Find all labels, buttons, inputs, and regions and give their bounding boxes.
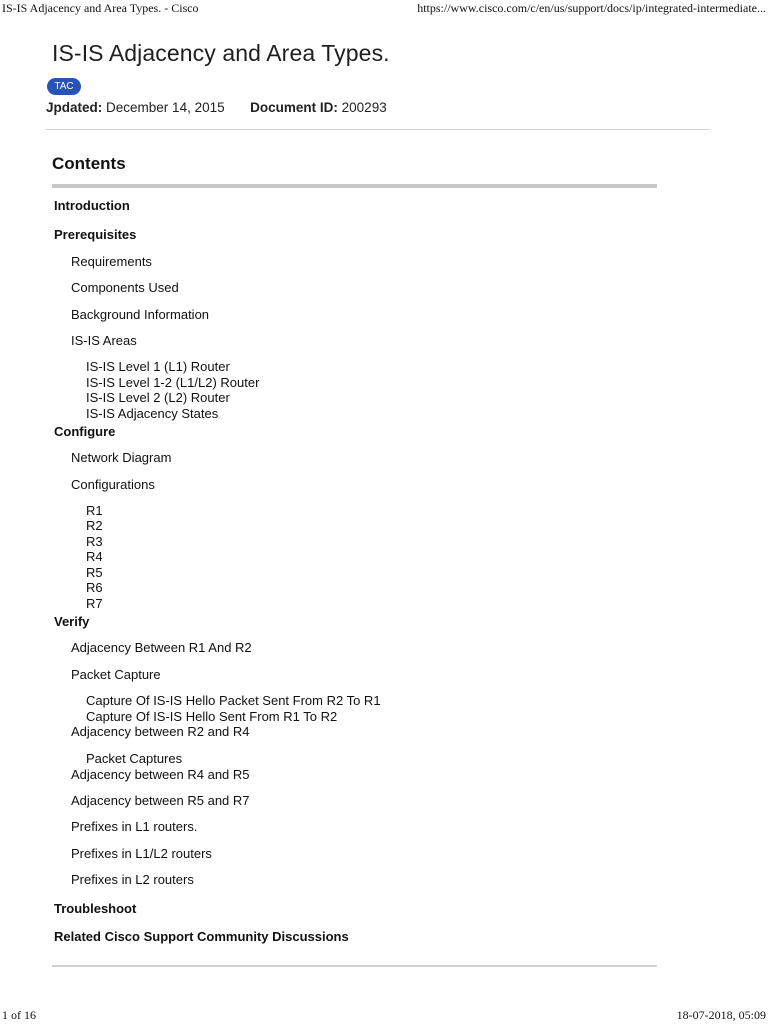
toc-link[interactable]: Capture Of IS-IS Hello Packet Sent From R2 To R1: [86, 693, 381, 708]
toc-link[interactable]: IS-IS Level 2 (L2) Router: [86, 390, 230, 405]
toc-link[interactable]: Prefixes in L2 routers: [71, 872, 194, 887]
toc-link[interactable]: R1: [86, 503, 103, 518]
contents-divider: [52, 184, 657, 188]
toc-link[interactable]: Prerequisites: [54, 227, 137, 242]
document-id-value: 200293: [341, 100, 387, 115]
contents-end-divider: [52, 965, 657, 967]
page-number: 1 of 16: [2, 1008, 36, 1022]
toc-link[interactable]: R2: [86, 518, 103, 533]
header-divider: [46, 129, 711, 130]
document-meta: [46, 100, 387, 115]
toc-link[interactable]: Verify: [54, 614, 90, 629]
toc-link[interactable]: R5: [86, 565, 103, 580]
print-timestamp: 18-07-2018, 05:09: [676, 1008, 766, 1022]
print-header-url: https://www.cisco.com/c/en/us/support/docs/ip/integrated-intermediate...: [417, 1, 766, 15]
toc-link[interactable]: Prefixes in L1 routers.: [71, 819, 198, 834]
toc-link[interactable]: Adjacency Between R1 And R2: [71, 640, 252, 655]
toc-link[interactable]: Prefixes in L1/L2 routers: [71, 846, 212, 861]
print-header-title: IS-IS Adjacency and Area Types. - Cisco: [2, 1, 199, 15]
updated-label: Jpdated:: [46, 100, 103, 115]
document-id-label: Document ID:: [250, 100, 338, 115]
toc-link[interactable]: Troubleshoot: [54, 901, 137, 916]
updated-value: December 14, 2015: [106, 100, 225, 115]
toc-link[interactable]: IS-IS Level 1-2 (L1/L2) Router: [86, 375, 260, 390]
print-header: [0, 1, 768, 17]
page-title: IS-IS Adjacency and Area Types.: [52, 40, 390, 66]
toc-link[interactable]: Adjacency between R5 and R7: [71, 793, 250, 808]
toc-link[interactable]: Adjacency between R4 and R5: [71, 767, 250, 782]
contents-heading: Contents: [52, 154, 126, 173]
toc-link[interactable]: Configure: [54, 424, 116, 439]
toc-link[interactable]: Introduction: [54, 198, 130, 213]
toc-link[interactable]: Related Cisco Support Community Discussions: [54, 929, 349, 944]
toc-link[interactable]: Packet Capture: [71, 667, 161, 682]
toc-link[interactable]: Capture Of IS-IS Hello Sent From R1 To R2: [86, 709, 338, 724]
print-footer: [0, 1008, 768, 1024]
toc-link[interactable]: Configurations: [71, 477, 155, 492]
toc-link[interactable]: IS-IS Level 1 (L1) Router: [86, 359, 230, 374]
toc-link[interactable]: Background Information: [71, 307, 210, 322]
toc-link[interactable]: R6: [86, 580, 103, 595]
toc-link[interactable]: R7: [86, 596, 103, 611]
toc-link[interactable]: R3: [86, 534, 103, 549]
toc-link[interactable]: Packet Captures: [86, 751, 183, 766]
tac-badge[interactable]: TAC: [47, 78, 81, 95]
toc-link[interactable]: Adjacency between R2 and R4: [71, 724, 250, 739]
toc-link[interactable]: R4: [86, 549, 103, 564]
toc-link[interactable]: IS-IS Adjacency States: [86, 406, 219, 421]
toc-link[interactable]: Requirements: [71, 254, 152, 269]
toc-link[interactable]: Components Used: [71, 280, 179, 295]
toc-link[interactable]: Network Diagram: [71, 450, 172, 465]
toc-link[interactable]: IS-IS Areas: [71, 333, 137, 348]
